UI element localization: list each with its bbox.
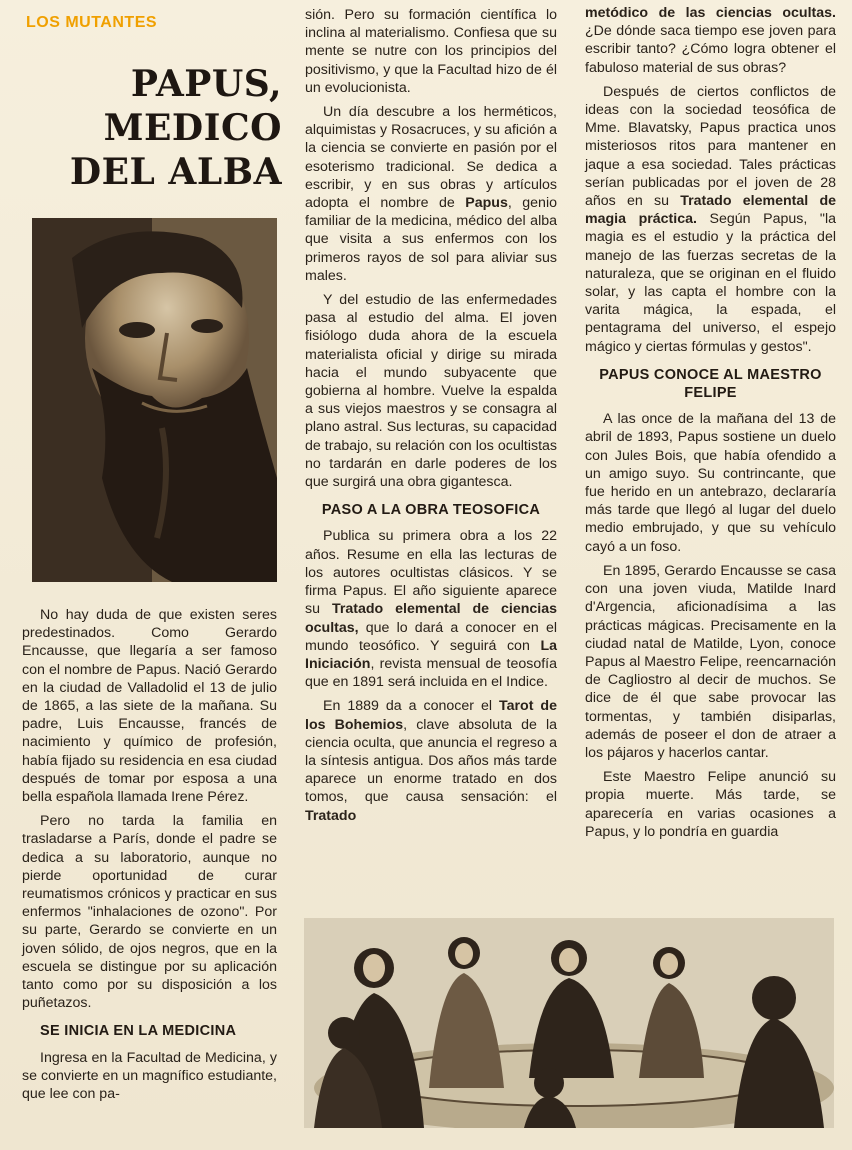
text-run: , revista mensual de teosofía que en 1891 será incluida en el Indice.: [305, 655, 557, 691]
text-column-3: [585, 4, 836, 847]
paragraph: En 1895, Gerardo Encausse se casa con una joven viuda, Matilde Inard d'Argencia, aficionadísima a las prácticas mágicas. Precisamente en la ciudad natal de Matilde, Lyon, conoce Papus al Maestro Felipe, reencarnación de Cagliostro al decir de muchos. Se dice de él que sabe provocar las tormentas, y también disiparlas, además de poseer el don de atraer a los pájaros y hacerlos cantar.: [585, 562, 836, 761]
bold-text: Papus: [465, 195, 508, 212]
paragraph: [305, 103, 557, 285]
bold-text: Tarot de los Bohemios: [305, 698, 557, 733]
seance-illustration: [304, 918, 834, 1128]
paragraph: Ingresa en la Facultad de Medicina, y se convierte en un magnífico estudiante, que lee con pa-: [22, 1049, 277, 1103]
paragraph: No hay duda de que existen seres predestinados. Como Gerardo Encausse, que llegaría a ser famoso con el nombre de Papus. Nació Gerardo en la ciudad de Valladolid el 13 de julio de 1865, a las siete de la mañana. Su padre, Luis Encausse, francés de nacimiento y químico de profesión, había fijado su residencia en esa ciudad después de tomar por esposa a una bella española llamada Irene Pérez.: [22, 607, 277, 806]
text-run: , genio familiar de la medicina, médico del alba que visita a sus enfermos con los primeros rayos de sol para aliviar sus males.: [305, 195, 557, 284]
text-run: Publica su primera obra a los 22 años. Resume en ella las lecturas de los autores ocultistas clásicos. Y se firma Papus. El año siguiente aparece su: [305, 528, 557, 618]
paragraph: [305, 527, 557, 691]
text-run: ¿De dónde saca tiempo ese joven para escribir tanto? ¿Cómo logra obtener el fabuloso material de sus obras?: [585, 23, 836, 76]
title-line: PAPUS,: [130, 63, 282, 105]
subheading: PASO A LA OBRA TEOSOFICA: [321, 502, 541, 519]
text-run: Según Papus, "la magia es el estudio y la práctica del manejo de las fuerzas secretas de la naturaleza, que se originan en el fluido solar, y las capta el hombre con la varita mágica, la espada, el pentagrama del universo, el espejo mágico y ciertas fórmulas y gestos".: [585, 211, 836, 355]
subheading: PAPUS CONOCE AL MAESTRO FELIPE: [599, 366, 822, 402]
title-line: MEDICO: [103, 107, 282, 149]
text-run: Después de ciertos conflictos de ideas con la sociedad teosófica de Mme. Blavatsky, Papus practica unos misteriosos ritos para mantener en jaque a esa sociedad. Tales prácticas serían publicadas por el joven de 28 años en su: [585, 83, 836, 210]
paragraph: sión. Pero su formación científica lo inclina al materialismo. Confiesa que su mente se nutre con los principios del positivismo, y que la Facultad hizo de él un evolucionista.: [305, 7, 557, 96]
bold-text: La Iniciación: [305, 637, 557, 672]
bold-text: metódico de las ciencias ocultas.: [585, 5, 836, 21]
paragraph: Pero no tarda la familia en trasladarse a París, donde el padre se dedica a su laboratorio, aunque no pierde oportunidad de curar reumatismos crónicos y practicar en sus enfermos "inhalaciones de ozono". Por su parte, Gerardo se convierte en un joven sólido, de ojos negros, que en la escuela se distingue por su aplicación tanto como por su disposición a los puñetazos.: [22, 813, 277, 1012]
paragraph: [585, 83, 836, 356]
paragraph: [585, 4, 836, 77]
seance-engraving-illustration: [304, 918, 834, 1128]
section-label: LOS MUTANTES: [26, 14, 158, 31]
paragraph: A las once de la mañana del 13 de abril de 1893, Papus sostiene un duelo con Jules Bois, que había ofendido a un amigo suyo. Su contrincante, que fue herido en un antebrazo, declararía más tarde que llegó al lugar del duelo medio embrujado, y que su vehículo cayó a un foso.: [585, 411, 836, 555]
bold-text: Tratado: [305, 807, 357, 824]
bold-text: Tratado elemental de ciencias ocultas,: [305, 601, 558, 636]
paragraph: [305, 697, 557, 824]
article-title: [40, 62, 282, 194]
text-run: En 1889 da a conocer el: [323, 698, 500, 715]
title-line: DEL ALBA: [69, 151, 282, 193]
text-run: Un día descubre a los herméticos, alquimistas y Rosacruces, y su afición a la ciencia se convierte en pasión por el esoterismo tradicional. Se dedica a escribir, y en sus obras y artículos adopta el nombre de: [305, 104, 557, 212]
text-run: , clave absoluta de la ciencia oculta, que anuncia el regreso a la síntesis antigua. Dos años más tarde aparece un enorme tratado en dos tomos, que causa sensación: el: [305, 716, 558, 806]
papus-portrait-photo: [32, 218, 277, 582]
portrait-illustration: [32, 218, 277, 582]
subheading: SE INICIA EN LA MEDICINA: [40, 1023, 237, 1040]
text-column-1: [22, 606, 277, 1109]
text-run: que lo dará a conocer en el mundo teosófico. Y seguirá con: [305, 619, 557, 654]
paragraph: Y del estudio de las enfermedades pasa al estudio del alma. El joven fisiólogo duda ahora de la escuela materialista oficial y dirige su mirada hacia el mundo subyacente que gobierna al hombre. Vuelve la espalda a sus viejos maestros y se consagra al plano astral. Sus lecturas, su capacidad de trabajo, su relación con los ocultistas no tardarán en darle poderes de los que surgirá una obra gigantesca.: [305, 292, 557, 491]
bold-text: Tratado elemental de magia práctica.: [585, 193, 836, 228]
text-column-2: [305, 6, 557, 831]
paragraph: Este Maestro Felipe anunció su propia muerte. Más tarde, se aparecería en varias ocasiones a Papus, y lo pondría en guardia: [585, 769, 836, 840]
